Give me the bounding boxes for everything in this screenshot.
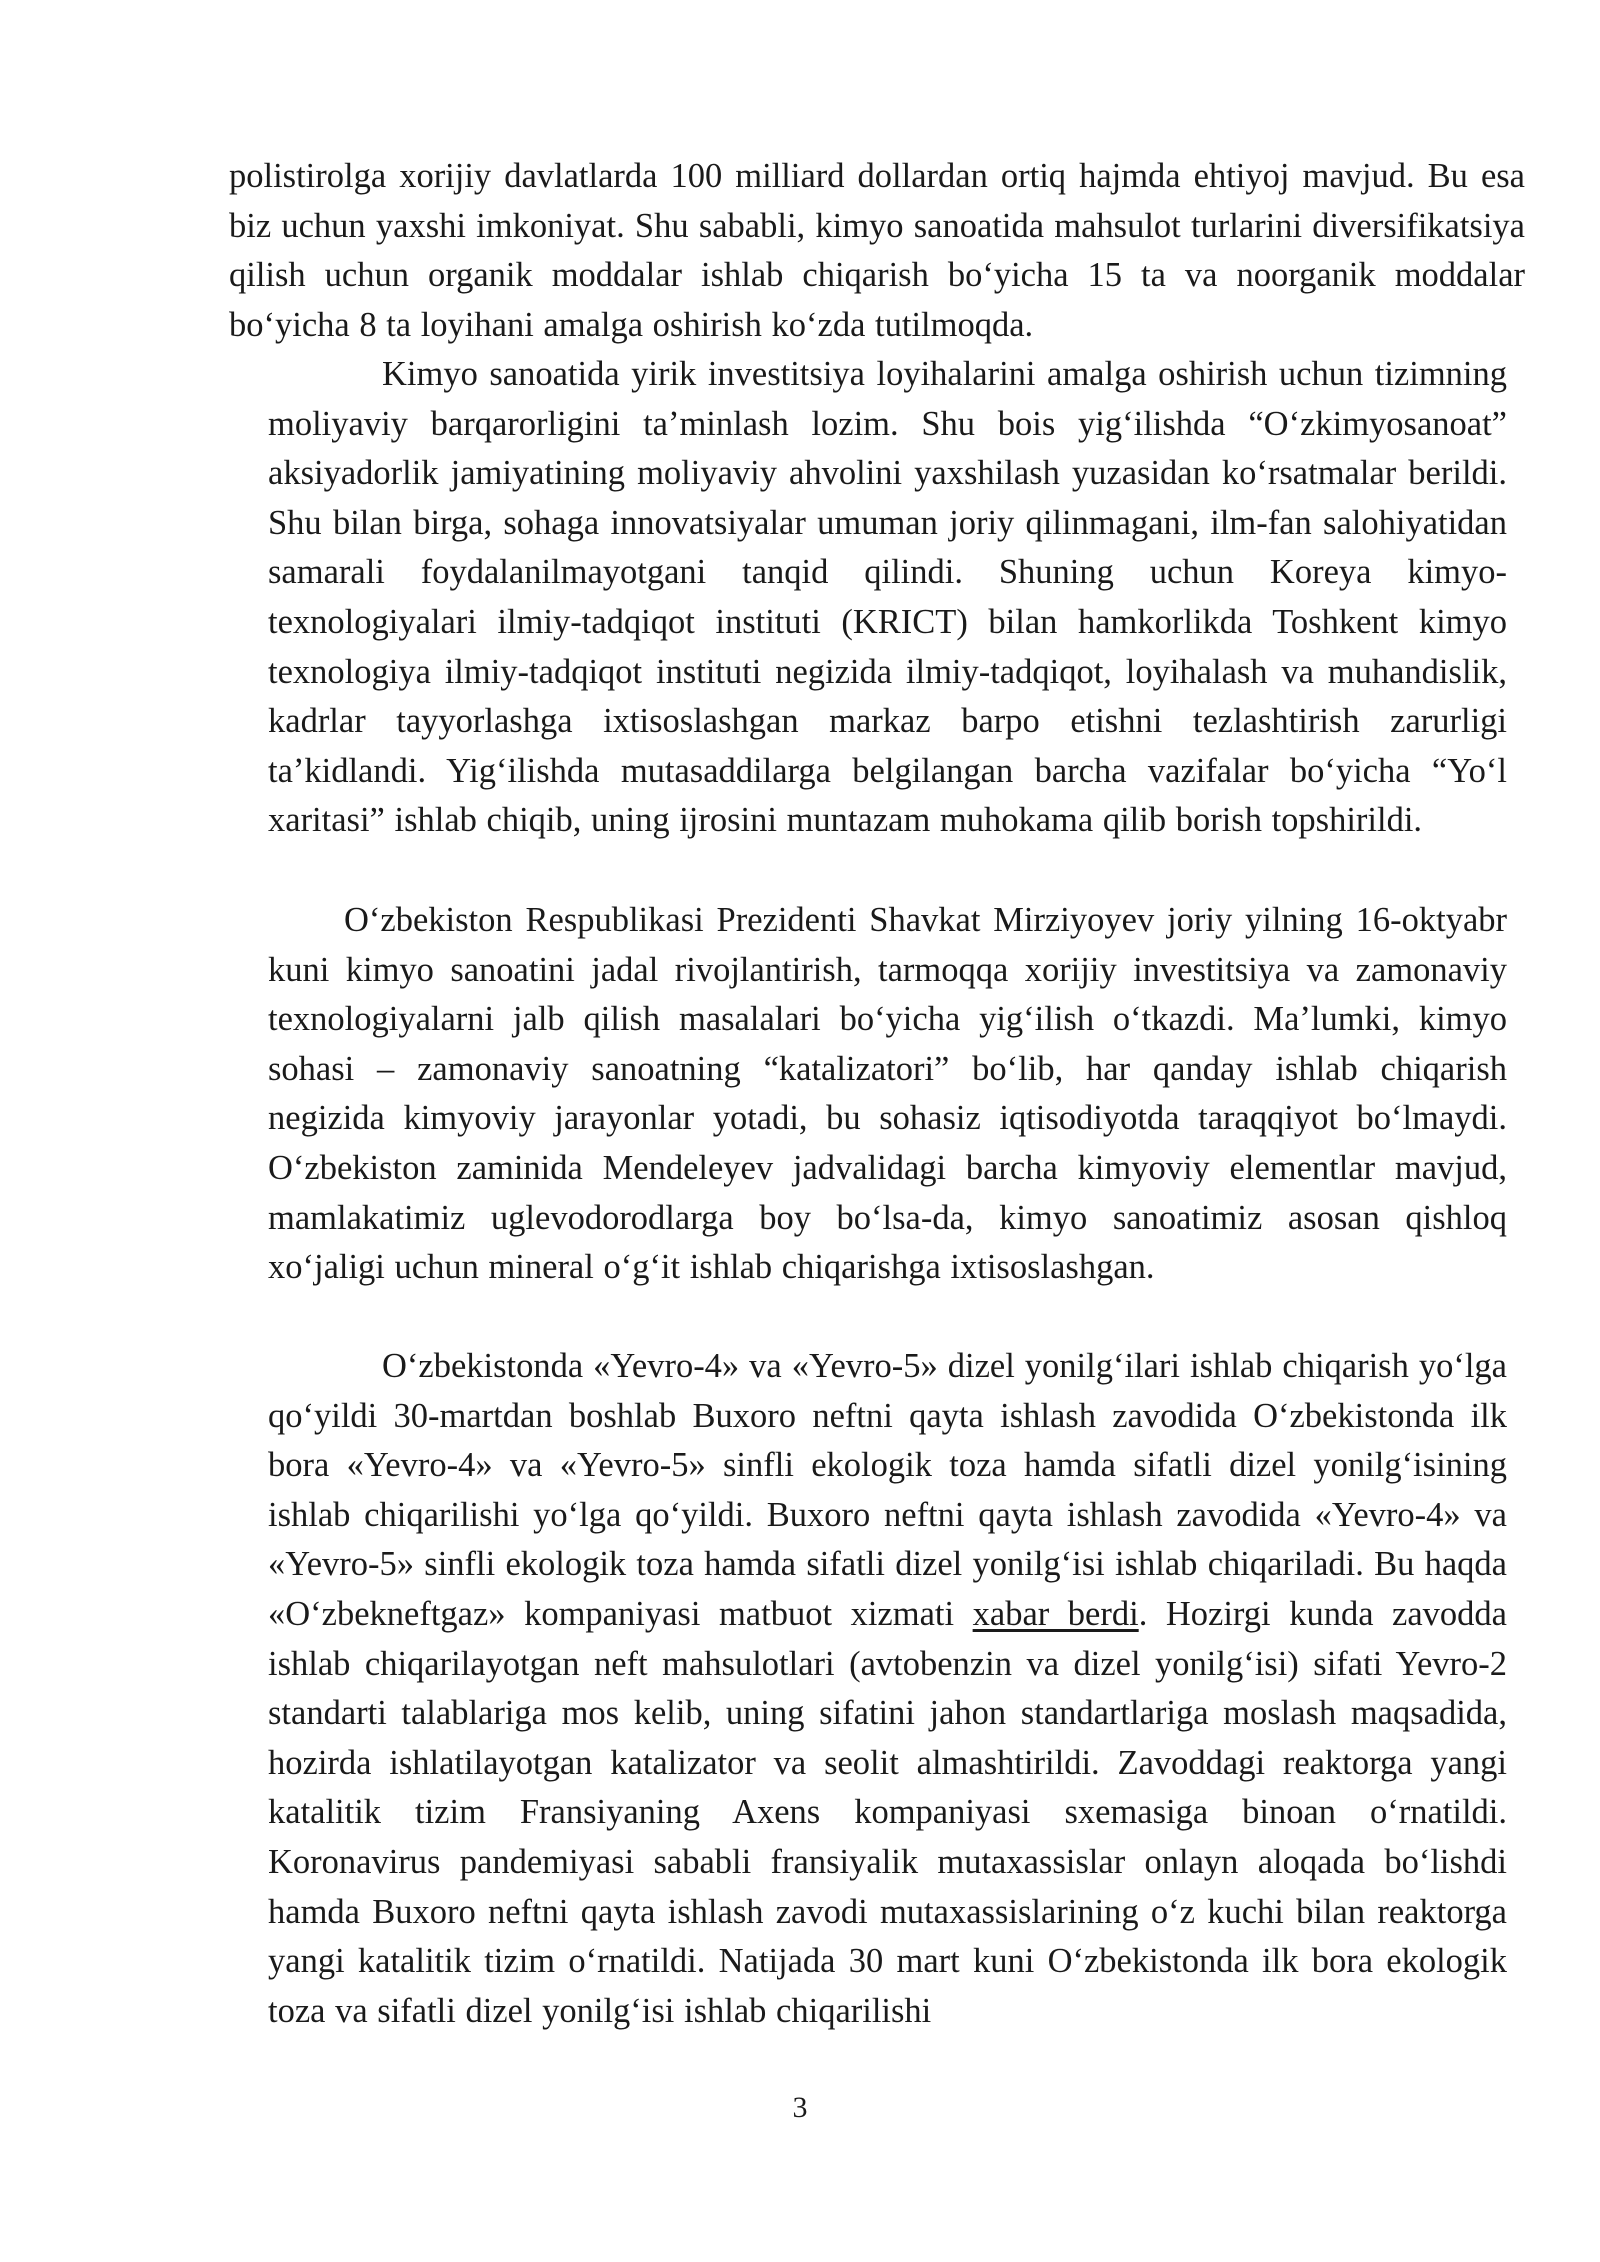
news-link[interactable]: xabar berdi	[972, 1594, 1139, 1633]
paragraph-euro-diesel-text-end: . Hozirgi kunda zavodda ishlab chiqarilayotgan neft mahsulotlari (avtobenzin va dizel yonilgʻisi) sifati Yevro-2 standarti talablariga mos kelib, uning sifatini jahon standartlariga moslash maqsadida, hozirda ishlatilayotgan katalizator va seolit almashtirildi. Zavoddagi reaktorga yangi katalitik tizim Fransiyaning Axens kompaniyasi sxemasiga binoan oʻrnatildi. Koronavirus pandemiyasi sababli fransiyalik mutaxassislar onlayn aloqada boʻlishdi hamda Buxoro neftni qayta ishlash zavodi mutaxassislarining oʻz kuchi bilan reaktorga yangi katalitik tizim oʻrnatildi. Natijada 30 mart kuni Oʻzbekistonda ilk bora ekologik toza va sifatli dizel yonilgʻisi ishlab chiqarilishi	[268, 1594, 1507, 2030]
page-number: 3	[792, 2091, 808, 2124]
paragraph-euro-diesel	[268, 1342, 1507, 2036]
paragraph-euro-diesel-text-start: Oʻzbekistonda «Yevro-4» va «Yevro-5» dizel yonilgʻilari ishlab chiqarish yoʻlga qoʻyildi 30-martdan boshlab Buxoro neftni qayta ishlash zavodida Oʻzbekistonda ilk bora «Yevro-4» va «Yevro-5» sinfli ekologik toza hamda sifatli dizel yonilgʻisining ishlab chiqarilishi yoʻlga qoʻyildi. Buxoro neftni qayta ishlash zavodida «Yevro-4» va «Yevro-5» sinfli ekologik toza hamda sifatli dizel yonilgʻisi ishlab chiqariladi. Bu haqda «Oʻzbekneftgaz» kompaniyasi matbuot xizmati	[268, 1347, 1507, 1633]
paragraph-president-meeting: Oʻzbekiston Respublikasi Prezidenti Shavkat Mirziyoyev joriy yilning 16-oktyabr kuni kimyo sanoatini jadal rivojlantirish, tarmoqqa xorijiy investitsiya va zamonaviy texnologiyalarni jalb qilish masalalari boʻyicha yigʻilish oʻtkazdi. Maʼlumki, kimyo sohasi – zamonaviy sanoatning “katalizatori” boʻlib, har qanday ishlab chiqarish negizida kimyoviy jarayonlar yotadi, bu sohasiz iqtisodiyotda taraqqiyot boʻlmaydi. Oʻzbekiston zaminida Mendeleyev jadvalidagi barcha kimyoviy elementlar mavjud, mamlakatimiz uglevodorodlarga boy boʻlsa-da, kimyo sanoatimiz asosan qishloq xoʻjaligi uchun mineral oʻgʻit ishlab chiqarishga ixtisoslashgan.	[268, 901, 1507, 1287]
paragraph-investment-projects: Kimyo sanoatida yirik investitsiya loyihalarini amalga oshirish uchun tizimning moliyaviy barqarorligini taʼminlash lozim. Shu bois yigʻilishda “Oʻzkimyosanoat” aksiyadorlik jamiyatining moliyaviy ahvolini yaxshilash yuzasidan koʻrsatmalar berildi. Shu bilan birga, sohaga innovatsiyalar umuman joriy qilinmagani, ilm-fan salohiyatidan samarali foydalanilmayotgani tanqid qilindi. Shuning uchun Koreya kimyo-texnologiyalari ilmiy-tadqiqot instituti (KRICT) bilan hamkorlikda Toshkent kimyo texnologiya ilmiy-tadqiqot instituti negizida ilmiy-tadqiqot, loyihalash va muhandislik, kadrlar tayyorlashga ixtisoslashgan markaz barpo etishni tezlashtirish zarurligi taʼkidlandi. Yigʻilishda mutasaddilarga belgilangan barcha vazifalar boʻyicha “Yoʻl xaritasi” ishlab chiqib, uning ijrosini muntazam muhokama qilib borish topshirildi.	[268, 355, 1507, 840]
paragraph-polystyrene-demand: polistirolga xorijiy davlatlarda 100 milliard dollardan ortiq hajmda ehtiyoj mavjud. Bu esa biz uchun yaxshi imkoniyat. Shu sababli, kimyo sanoatida mahsulot turlarini diversifikatsiya qilish uchun organik moddalar ishlab chiqarish boʻyicha 15 ta va noorganik moddalar boʻyicha 8 ta loyihani amalga oshirish koʻzda tutilmoqda.	[229, 157, 1525, 344]
